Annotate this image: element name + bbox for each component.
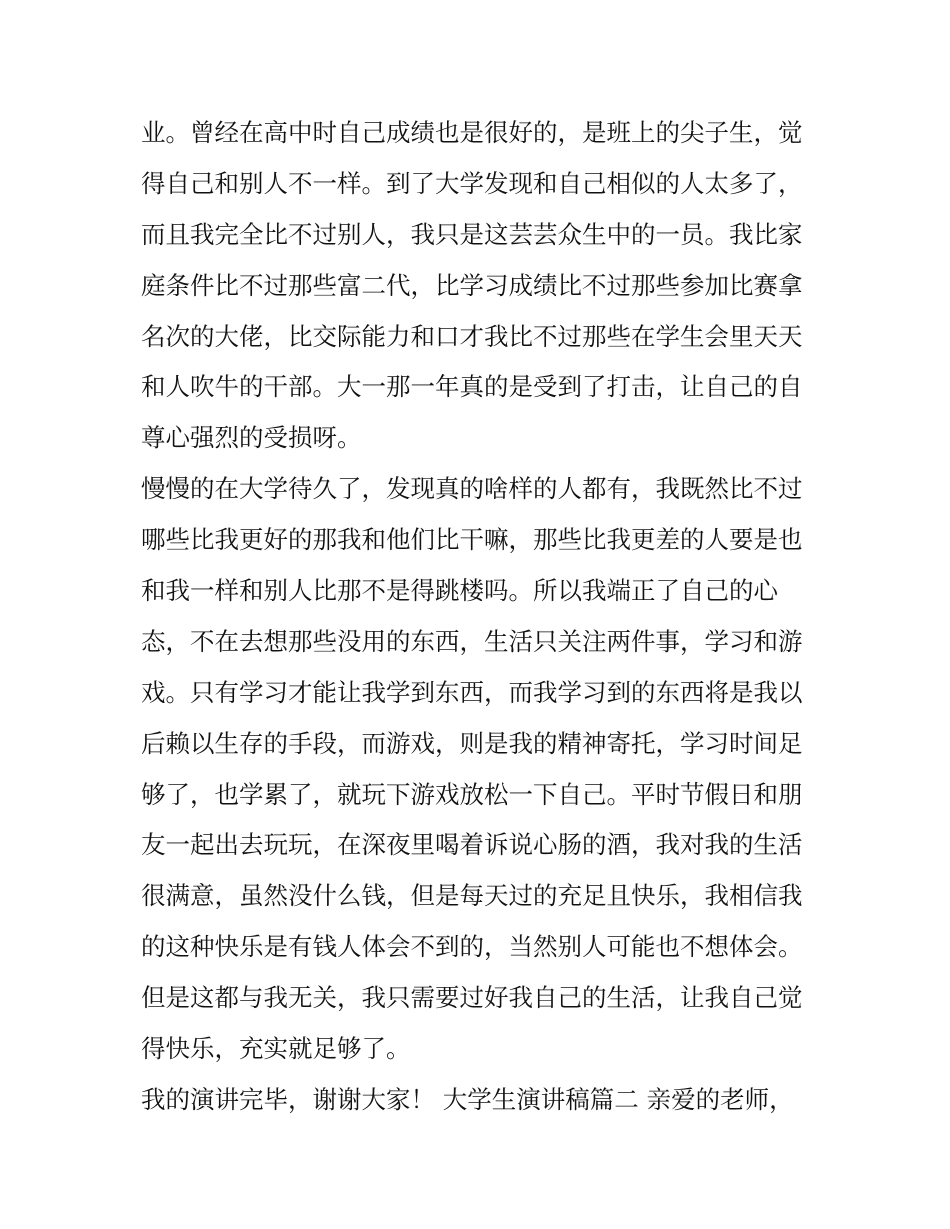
text-line: 哪些比我更好的那我和他们比干嘛，那些比我更差的人要是也 [141, 525, 803, 555]
text-line: 后赖以生存的手段，而游戏，则是我的精神寄托，学习时间足 [141, 728, 803, 758]
text-line: 得自己和别人不一样。到了大学发现和自己相似的人太多了， [141, 168, 803, 198]
text-line: 但是这都与我无关，我只需要过好我自己的生活，让我自己觉 [141, 983, 803, 1013]
text-line: 名次的大佬，比交际能力和口才我比不过那些在学生会里天天 [141, 321, 803, 351]
text-line: 庭条件比不过那些富二代，比学习成绩比不过那些参加比赛拿 [141, 270, 803, 300]
text-line: 友一起出去玩玩，在深夜里喝着诉说心肠的酒，我对我的生活 [141, 830, 803, 860]
text-line: 得快乐，充实就足够了。 [141, 1034, 411, 1064]
text-line: 很满意，虽然没什么钱，但是每天过的充足且快乐，我相信我 [141, 881, 803, 911]
text-line: 和我一样和别人比那不是得跳楼吗。所以我端正了自己的心 [141, 576, 778, 606]
text-line: 我的演讲完毕，谢谢大家！ 大学生演讲稿篇二 亲爱的老师， [141, 1084, 794, 1114]
text-line: 慢慢的在大学待久了，发现真的啥样的人都有，我既然比不过 [141, 474, 803, 504]
text-line: 和人吹牛的干部。大一那一年真的是受到了打击，让自己的自 [141, 372, 803, 402]
text-line: 够了，也学累了，就玩下游戏放松一下自己。平时节假日和朋 [141, 779, 803, 809]
text-line: 业。曾经在高中时自己成绩也是很好的，是班上的尖子生，觉 [141, 118, 803, 147]
text-line: 而且我完全比不过别人，我只是这芸芸众生中的一员。我比家 [141, 219, 803, 249]
text-line: 尊心强烈的受损呀。 [141, 423, 362, 453]
document-body [141, 108, 821, 1126]
text-line: 态，不在去想那些没用的东西，生活只关注两件事，学习和游 [141, 626, 803, 656]
text-line: 的这种快乐是有钱人体会不到的，当然别人可能也不想体会。 [141, 932, 803, 962]
text-line: 戏。只有学习才能让我学到东西，而我学习到的东西将是我以 [141, 677, 803, 707]
